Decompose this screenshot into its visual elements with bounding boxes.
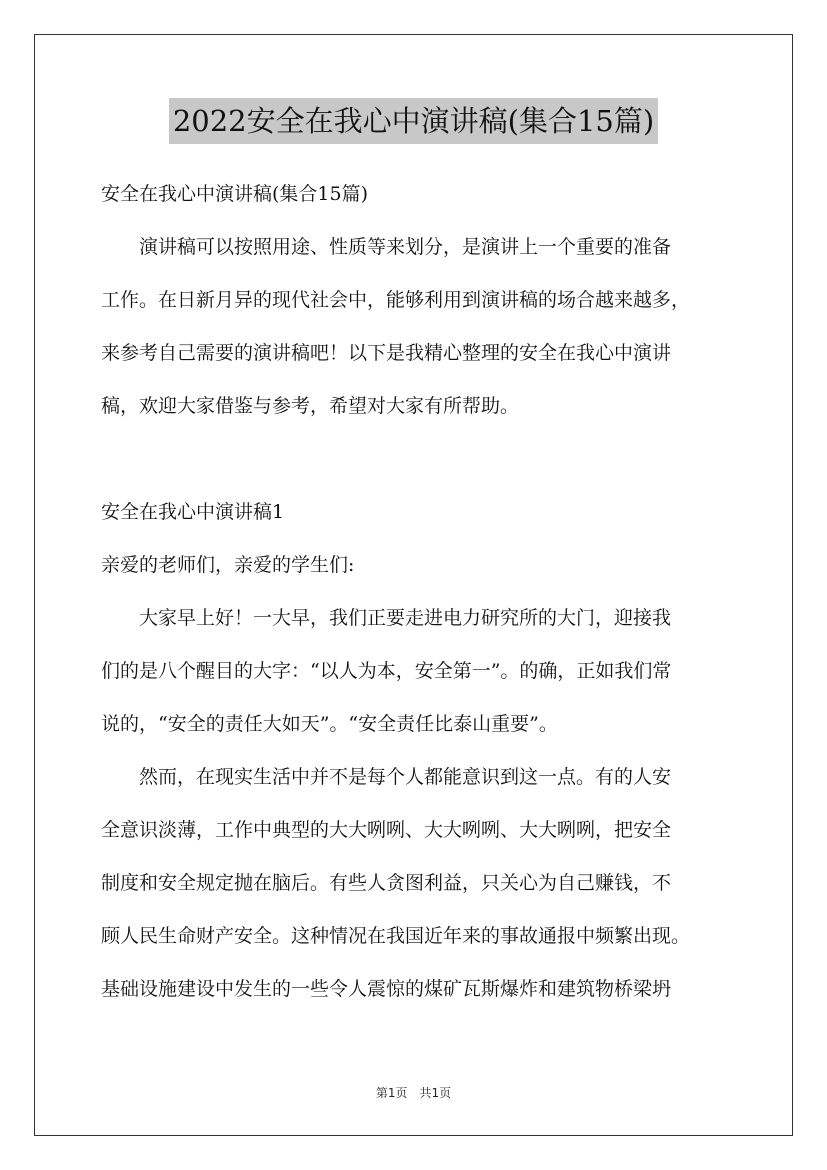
intro-line: 来参考自己需要的演讲稿吧！以下是我精心整理的安全在我心中演讲	[101, 342, 672, 364]
paragraph1-line: 说的，“安全的责任大如天”。“安全责任比泰山重要”。	[101, 713, 558, 735]
page-number: 第1页	[375, 1086, 408, 1100]
blank-line	[101, 433, 729, 486]
paragraph2-line: 然而，在现实生活中并不是每个人都能意识到这一点。有的人安	[139, 766, 672, 788]
page-total: 共1页	[419, 1086, 452, 1100]
section-heading: 安全在我心中演讲稿1	[101, 501, 285, 523]
paragraph1-line: 们的是八个醒目的大字：“以人为本，安全第一”。的确，正如我们常	[101, 660, 672, 682]
paragraph2-line: 制度和安全规定抛在脑后。有些人贪图利益，只关心为自己赚钱，不	[101, 872, 672, 894]
paragraph2-line: 基础设施建设中发生的一些令人震惊的煤矿瓦斯爆炸和建筑物桥梁坍	[101, 978, 672, 1000]
paragraph2-line: 顾人民生命财产安全。这种情况在我国近年来的事故通报中频繁出现。	[101, 925, 691, 947]
intro-line: 工作。在日新月异的现代社会中，能够利用到演讲稿的场合越来越多，	[101, 289, 691, 311]
paragraph1-line: 大家早上好！一大早，我们正要走进电力研究所的大门，迎接我	[139, 607, 672, 629]
document-subtitle: 安全在我心中演讲稿(集合15篇)	[101, 183, 369, 205]
title-wrap	[0, 98, 827, 144]
page-footer	[0, 1084, 827, 1101]
intro-line: 稿，欢迎大家借鉴与参考，希望对大家有所帮助。	[101, 395, 520, 417]
intro-line: 演讲稿可以按照用途、性质等来划分，是演讲上一个重要的准备	[139, 236, 672, 258]
paragraph2-line: 全意识淡薄，工作中典型的大大咧咧、大大咧咧、大大咧咧，把安全	[101, 819, 672, 841]
document-title: 2022安全在我心中演讲稿(集合15篇)	[169, 98, 658, 144]
salutation: 亲爱的老师们，亲爱的学生们:	[101, 554, 355, 576]
document-body	[101, 168, 729, 1016]
